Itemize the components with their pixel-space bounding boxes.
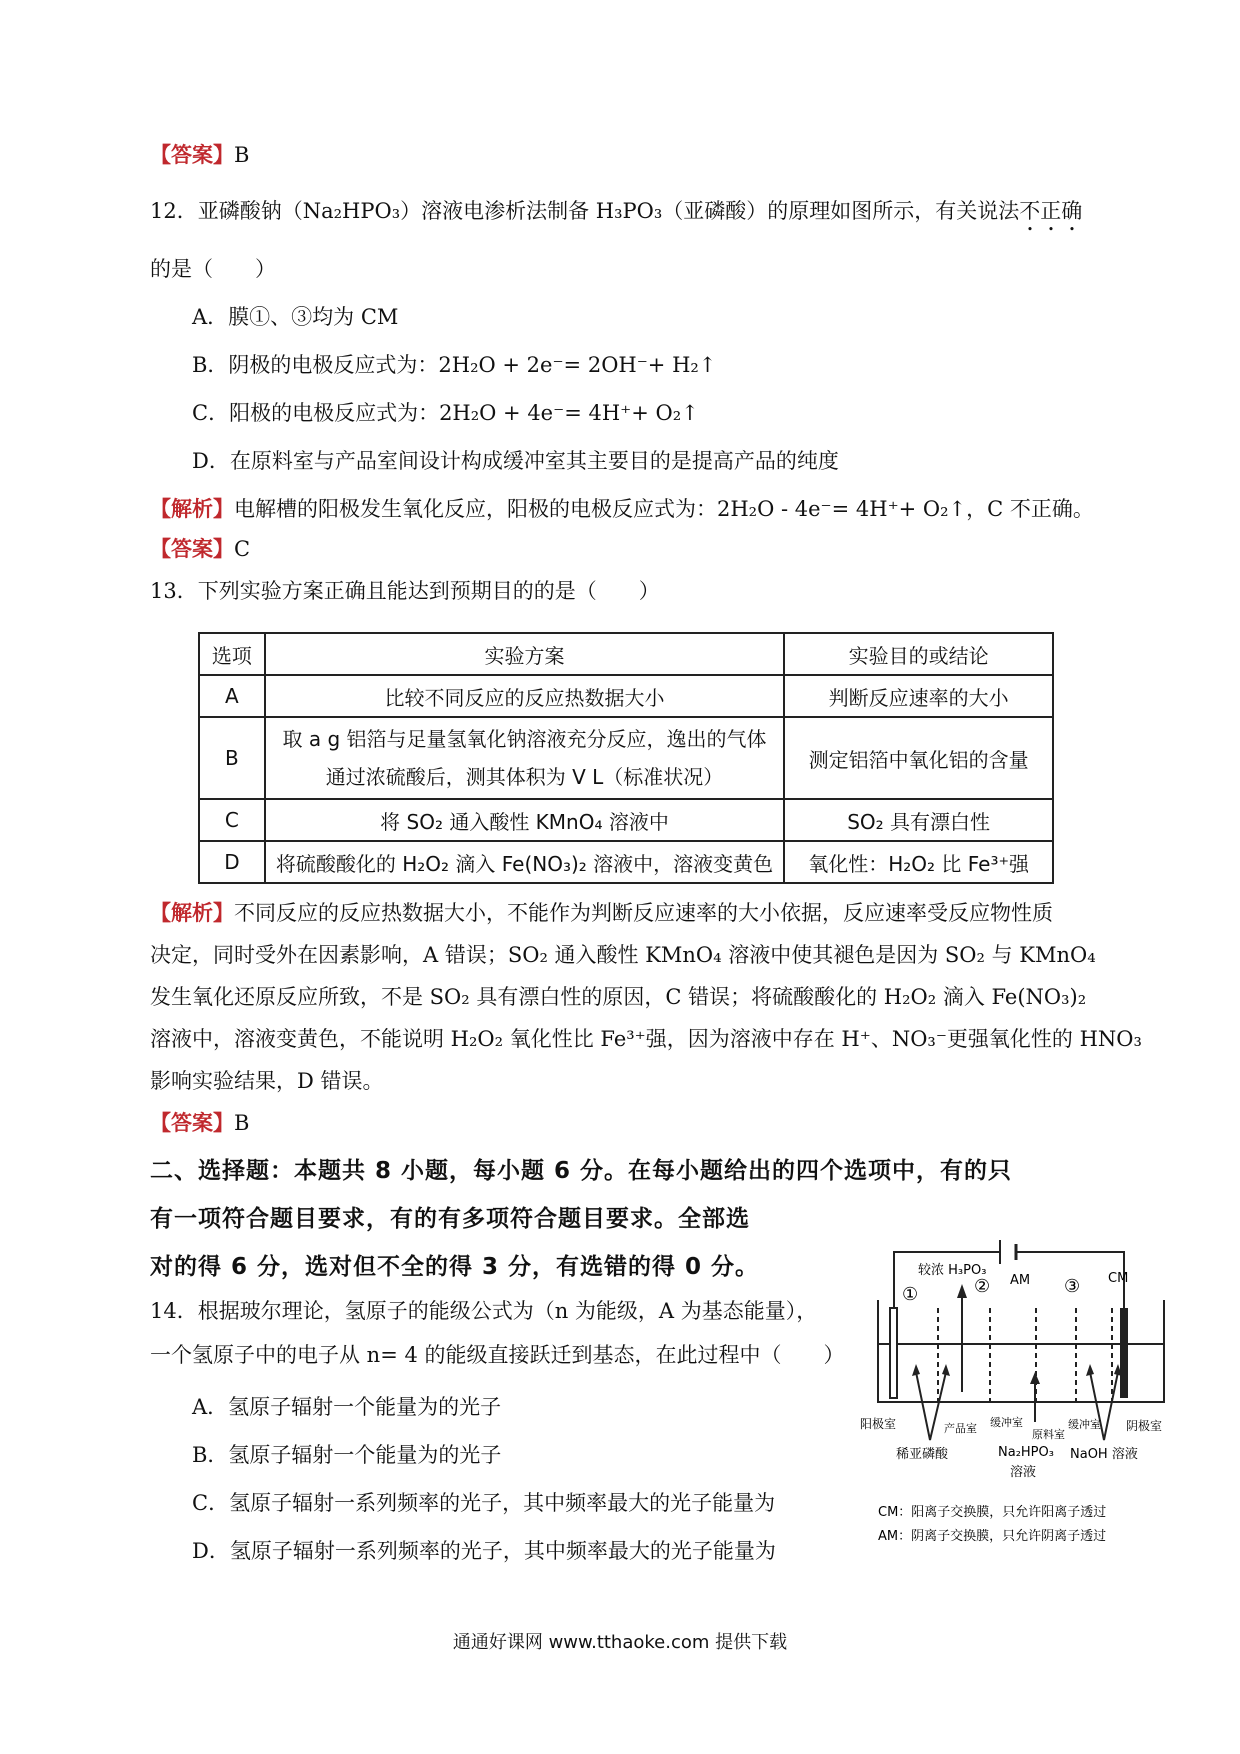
label-na2hpo3: Na₂HPO₃ [998,1445,1054,1460]
table-cell: D [199,841,265,883]
table-row [199,841,1053,883]
note-cm: CM：阳离子交换膜，只允许阳离子透过 [878,1505,1107,1520]
table-cell: 将 SO₂ 通入酸性 KMnO₄ 溶液中 [265,799,784,841]
q14-stem: 一个氢原子中的电子从 n= 4 的能级直接跃迁到基态，在此过程中（ ） [150,1343,845,1367]
q12-option-a: A．膜①、③均为 CM [192,305,399,329]
q13-stem: 13．下列实验方案正确且能达到预期目的的是（ ） [150,579,660,603]
label-thick-acid: 较浓 H₃PO₃ [918,1263,987,1278]
q14-option-c: C．氢原子辐射一系列频率的光子，其中频率最大的光子能量为 [192,1491,776,1515]
label-cm: CM [1108,1271,1129,1286]
anode-electrode [890,1308,897,1398]
answer-11: 【答案】B [150,142,250,167]
label-anode-room: 阳极室 [860,1417,897,1431]
q13-answer: 【答案】B [150,1110,250,1135]
table-cell: SO₂ 具有漂白性 [784,799,1053,841]
label-membrane-1: ① [902,1284,919,1305]
label-raw-room: 原料室 [1032,1428,1065,1441]
table-header: 选项 [199,633,265,675]
cathode-electrode [1120,1308,1128,1398]
label-dilute-acid: 稀亚磷酸 [896,1447,949,1462]
label-buffer-right: 缓冲室 [1068,1418,1101,1431]
table-header: 实验目的或结论 [784,633,1053,675]
table-cell-line: 取 a g 铝箔与足量氢氧化钠溶液充分反应，逸出的气体 [282,727,767,751]
q14-option-b: B．氢原子辐射一个能量为的光子 [192,1443,502,1467]
arrow-head-icon [957,1284,967,1298]
emphasis-not-correct: 不正确 [1019,199,1083,223]
table-header-row [199,633,1053,675]
q12-option-d: D．在原料室与产品室间设计构成缓冲室其主要目的是提高产品的纯度 [192,449,839,473]
note-am: AM：阴离子交换膜，只允许阴离子透过 [878,1529,1107,1544]
q12-option-c: C．阳极的电极反应式为：2H₂O + 4e⁻= 4H⁺+ O₂↑ [192,401,699,425]
inflow-arrow-left [916,1372,946,1440]
table-row [199,717,1053,799]
label-solution: 溶液 [1010,1465,1037,1480]
label-membrane-3: ③ [1064,1276,1081,1297]
table-cell: 判断反应速率的大小 [784,675,1053,717]
section2-heading: 有一项符合题目要求，有的有多项符合题目要求。全部选 [150,1206,750,1232]
circuit-wire [894,1252,1124,1308]
table-cell: 氧化性：H₂O₂ 比 Fe³⁺强 [784,841,1053,883]
q13-table [198,632,1054,884]
battery-icon [1000,1240,1016,1264]
q14-option-d: D．氢原子辐射一系列频率的光子，其中频率最大的光子能量为 [192,1539,776,1563]
table-cell: C [199,799,265,841]
table-cell-line: 通过浓硫酸后，测其体积为 V L（标准状况） [325,765,724,789]
label-membrane-2: ② [974,1276,991,1297]
label-cathode-room: 阴极室 [1126,1419,1163,1433]
q12-option-b: B．阴极的电极反应式为：2H₂O + 2e⁻= 2OH⁻+ H₂↑ [192,353,717,377]
q13-analysis-line: 发生氧化还原反应所致，不是 SO₂ 具有漂白性的原因，C 错误；将硫酸酸化的 H₂O₂ 滴入 Fe(NO₃)₂ [150,985,1087,1009]
table-cell: 比较不同反应的反应热数据大小 [265,675,784,717]
table-row [199,799,1053,841]
q13-analysis-line: 决定，同时受外在因素影响，A 错误；SO₂ 通入酸性 KMnO₄ 溶液中使其褪色是因为 SO₂ 与 KMnO₄ [150,943,1096,967]
label-buffer-left: 缓冲室 [990,1416,1023,1429]
q12-analysis: 【解析】电解槽的阳极发生氧化反应，阳极的电极反应式为：2H₂O - 4e⁻= 4H⁺+ O₂↑，C 不正确。 [150,496,1094,521]
section2-heading: 二、选择题：本题共 8 小题，每小题 6 分。在每小题给出的四个选项中，有的只 [150,1158,1013,1184]
page-footer: 通通好课网 www.tthaoke.com 提供下载 [452,1632,788,1653]
electrodialysis-diagram [860,1232,1180,1562]
q13-analysis-line: 溶液中，溶液变黄色，不能说明 H₂O₂ 氧化性比 Fe³⁺强，因为溶液中存在 H⁺、NO₃⁻更强氧化性的 HNO₃ [150,1027,1142,1051]
q13-analysis-line: 影响实验结果，D 错误。 [150,1069,384,1093]
table-header: 实验方案 [265,633,784,675]
section2-heading: 对的得 6 分，选对但不全的得 3 分，有选错的得 0 分。 [150,1254,760,1280]
label-product-room: 产品室 [944,1422,977,1435]
q13-analysis-line: 【解析】不同反应的反应热数据大小，不能作为判断反应速率的大小依据，反应速率受反应物性质 [150,900,1053,925]
table-row [199,675,1053,717]
q12-stem: 12．亚磷酸钠（Na₂HPO₃）溶液电渗析法制备 H₃PO₃（亚磷酸）的原理如图所示，有关说法不正确 [150,199,1083,223]
label-naoh: NaOH 溶液 [1070,1447,1138,1462]
q12-answer: 【答案】C [150,536,251,561]
table-cell: B [199,717,265,799]
label-am: AM [1010,1273,1031,1288]
q14-stem: 14．根据玻尔理论，氢原子的能级公式为（n 为能级，A 为基态能量）， [150,1299,818,1323]
q14-option-a: A．氢原子辐射一个能量为的光子 [192,1395,502,1419]
table-cell [265,717,784,799]
table-cell: 将硫酸酸化的 H₂O₂ 滴入 Fe(NO₃)₂ 溶液中，溶液变黄色 [265,841,784,883]
q12-stem-end: 的是（ ） [150,257,276,281]
table-cell: A [199,675,265,717]
table-cell: 测定铝箔中氧化铝的含量 [784,717,1053,799]
